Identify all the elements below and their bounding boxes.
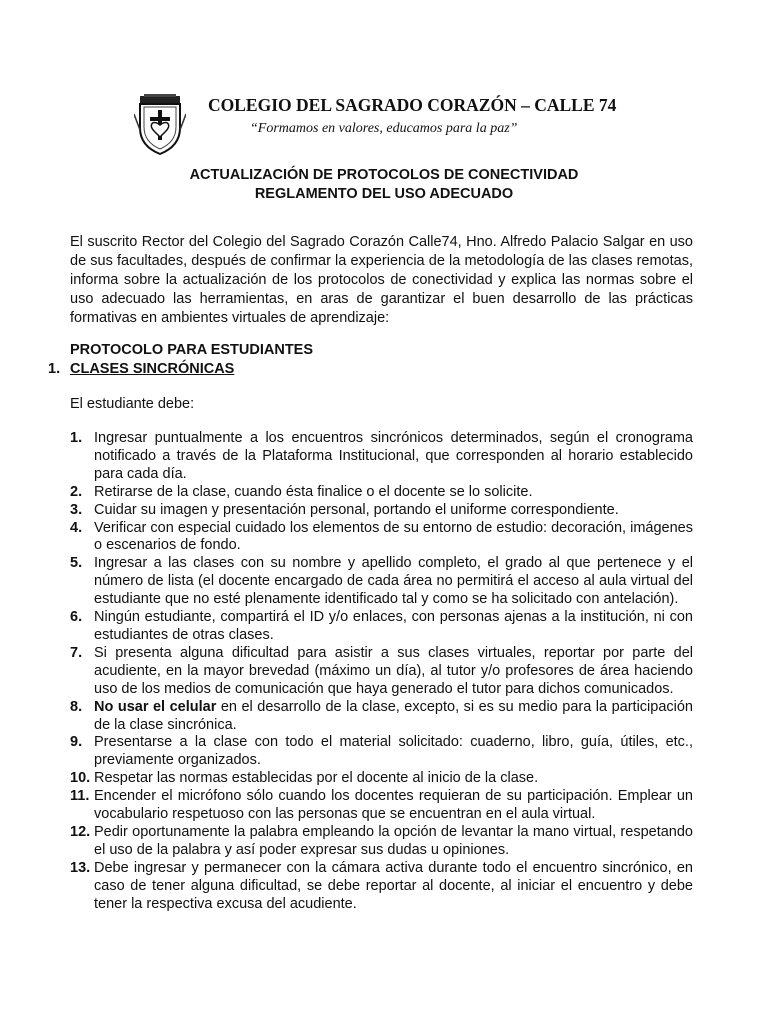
rule-text: Presentarse a la clase con todo el material solicitado: cuaderno, libro, guía, útiles, etc., previamente organizados. bbox=[94, 734, 693, 769]
rule-bold-lead: No usar el celular bbox=[94, 698, 217, 715]
rule-item bbox=[70, 788, 693, 824]
rule-item bbox=[70, 770, 693, 788]
rule-item bbox=[70, 484, 693, 502]
rule-item bbox=[70, 430, 693, 484]
letterhead bbox=[0, 0, 768, 160]
rule-text: Retirarse de la clase, cuando ésta finalice o el docente se lo solicite. bbox=[94, 483, 533, 500]
rule-text: Ingresar puntualmente a los encuentros sincrónicos determinados, según el cronograma notificado a través de la Plataforma Institucional, que corresponden al horario establecido para cada día. bbox=[94, 430, 693, 482]
rule-number: 4. bbox=[70, 519, 83, 536]
rule-text-rest: en el desarrollo de la clase, excepto, si es su medio para la participación de la clase sincrónica. bbox=[94, 698, 693, 733]
section-heading: PROTOCOLO PARA ESTUDIANTES bbox=[70, 342, 314, 358]
rule-number: 9. bbox=[70, 734, 83, 751]
subsection-title: CLASES SINCRÓNICAS bbox=[70, 361, 235, 377]
rule-number: 8. bbox=[70, 698, 83, 715]
rule-text: Ningún estudiante, compartirá el ID y/o enlaces, con personas ajenas a la institución, ni con estudiantes de otras clases. bbox=[94, 609, 693, 643]
rule-number: 10. bbox=[70, 770, 91, 787]
rule-text: Ingresar a las clases con su nombre y apellido completo, el grado al que pertenece y el número de lista (el docente encargado de cada área no permitirá el acceso al aula virtual del estudiante que no esté plenamente identificado tal y como se ha solicitado con antelación). bbox=[94, 555, 693, 608]
rule-item bbox=[70, 824, 693, 860]
rule-number: 3. bbox=[70, 501, 83, 518]
rule-item bbox=[70, 502, 693, 520]
rule-text: Respetar las normas establecidas por el docente al inicio de la clase. bbox=[94, 770, 539, 787]
rule-item bbox=[70, 609, 693, 645]
subsection-number: 1. bbox=[48, 361, 61, 377]
title-line-1: ACTUALIZACIÓN DE PROTOCOLOS DE CONECTIVIDAD bbox=[189, 167, 579, 183]
rules-lead: El estudiante debe: bbox=[70, 396, 195, 412]
rule-item bbox=[70, 520, 693, 556]
rule-item bbox=[70, 645, 693, 699]
rule-number: 7. bbox=[70, 644, 83, 661]
rule-text: Debe ingresar y permanecer con la cámara activa durante todo el encuentro sincrónico, en caso de tener alguna dificultad, se debe reportar al docente, al iniciar el encuentro y debe tener la respectiva excusa del acudiente. bbox=[94, 859, 693, 912]
rule-item bbox=[70, 734, 693, 770]
school-crest-icon bbox=[134, 92, 186, 156]
rule-text bbox=[94, 699, 693, 735]
title-line-2: REGLAMENTO DEL USO ADECUADO bbox=[254, 186, 514, 202]
rules-list bbox=[70, 430, 693, 913]
rule-item bbox=[70, 699, 693, 735]
rule-number: 12. bbox=[70, 823, 91, 840]
rule-text: Cuidar su imagen y presentación personal, portando el uniforme correspondiente. bbox=[94, 501, 619, 518]
document-title bbox=[0, 166, 768, 204]
rule-number: 5. bbox=[70, 555, 83, 572]
rule-number: 2. bbox=[70, 483, 83, 500]
rule-text: Si presenta alguna dificultad para asistir a sus clases virtuales, reportar por parte del acudiente, en la mayor brevedad (máximo un día), al tutor y/o profesores de área haciendo uso de los medios de comunicación que haya generado el tutor para dichos comunicados. bbox=[94, 644, 693, 697]
rule-text: Encender el micrófono sólo cuando los docentes requieran de su participación. Emplear un vocabulario respetuoso con las personas que se encuentran en el aula virtual. bbox=[94, 788, 693, 823]
school-motto: “Formamos en valores, educamos para la paz” bbox=[250, 121, 518, 136]
intro-paragraph: El suscrito Rector del Colegio del Sagrado Corazón Calle74, Hno. Alfredo Palacio Salgar en uso de sus facultades, después de confirmar la experiencia de la metodología de las clases remotas, informa sobre la actualización de los protocolos de conectividad y explica las normas sobre el uso adecuado las herramientas, en aras de garantizar el buen desarrollo de las prácticas formativas en ambientes virtuales de aprendizaje: bbox=[70, 234, 693, 326]
rule-number: 13. bbox=[70, 859, 91, 876]
rule-item bbox=[70, 860, 693, 914]
subsection-heading bbox=[48, 360, 234, 379]
rule-number: 1. bbox=[70, 430, 83, 446]
rule-number: 11. bbox=[70, 788, 90, 805]
school-name: COLEGIO DEL SAGRADO CORAZÓN – CALLE 74 bbox=[208, 95, 617, 115]
rule-text: Verificar con especial cuidado los elementos de su entorno de estudio: decoración, imágenes o escenarios de fondo. bbox=[94, 519, 693, 554]
rule-number: 6. bbox=[70, 609, 83, 626]
rule-text: Pedir oportunamente la palabra empleando la opción de levantar la mano virtual, respetando el uso de la palabra y así poder expresar sus dudas u opiniones. bbox=[94, 823, 693, 858]
rule-item bbox=[70, 555, 693, 609]
